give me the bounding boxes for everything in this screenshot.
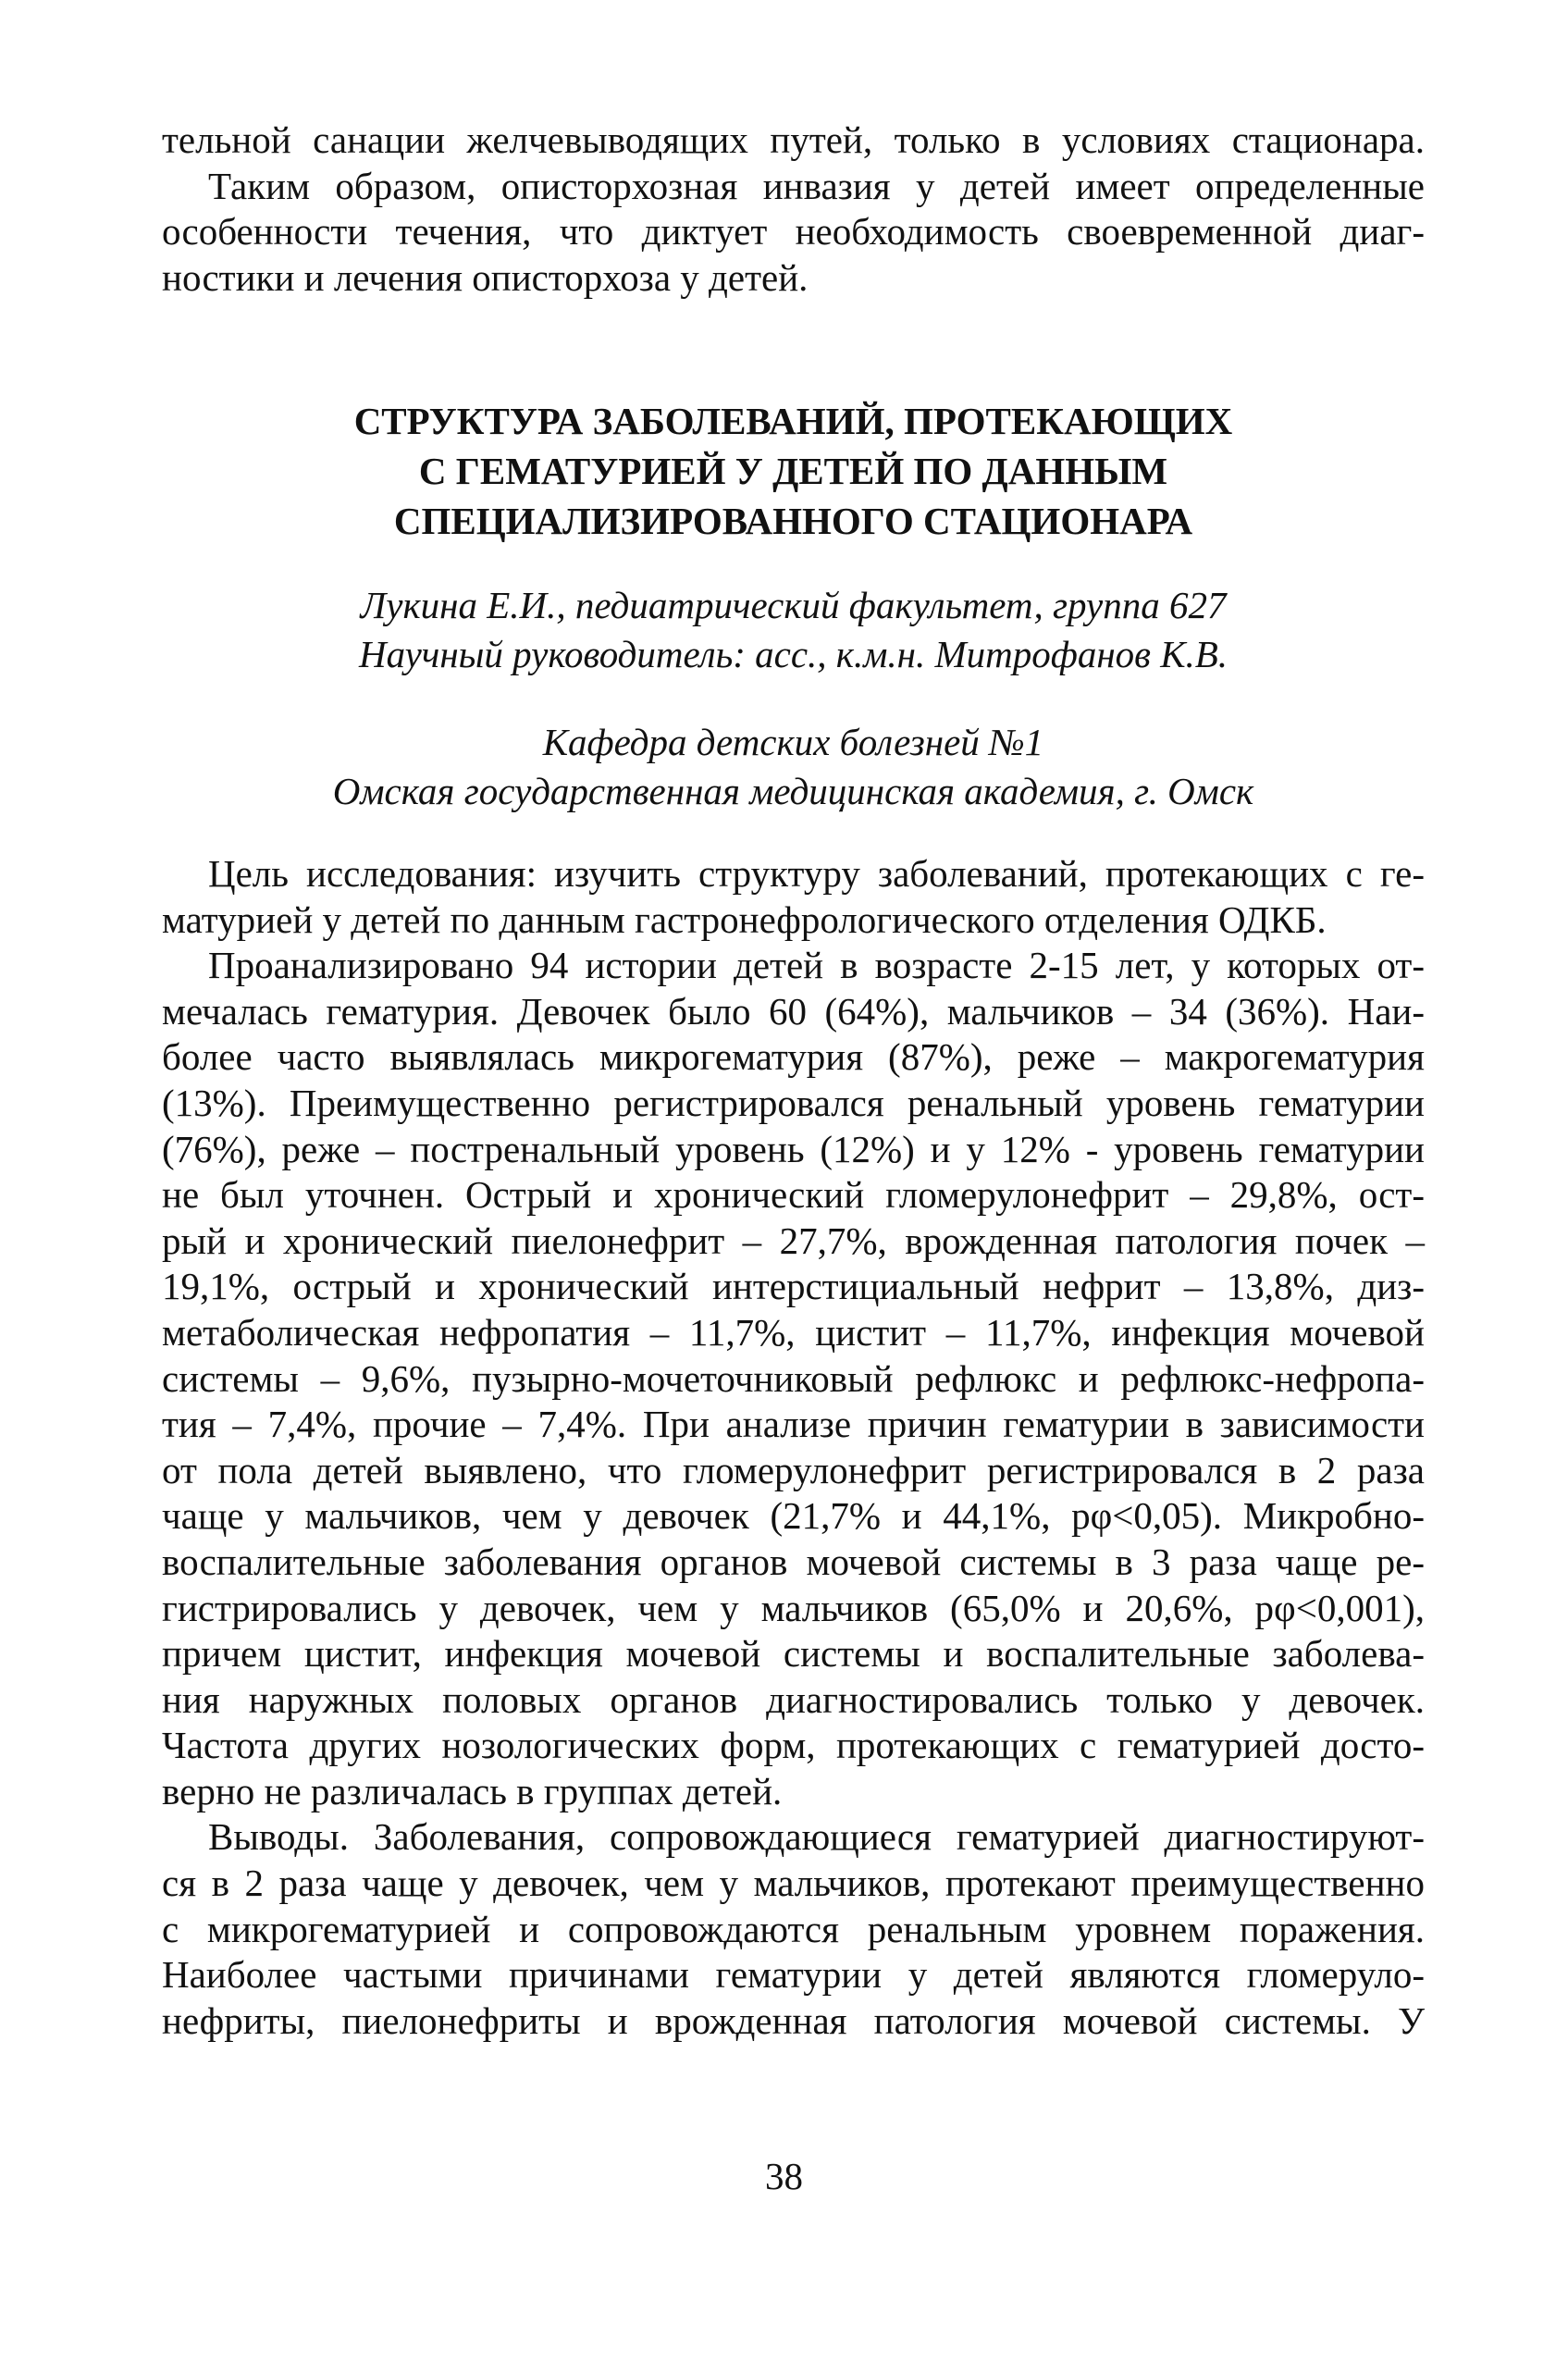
body-line: Цель исследования: изучить структуру заболеваний, протекающих с ге-	[208, 852, 1425, 895]
body-line: (76%), реже – постренальный уровень (12%) и у 12% - уровень гематурии	[162, 1127, 1425, 1170]
body-line: метаболическая нефропатия – 11,7%, цистит – 11,7%, инфекция мочевой	[162, 1310, 1425, 1354]
article-body	[162, 851, 1425, 2044]
body-line: системы – 9,6%, пузырно-мочеточниковый рефлюкс и рефлюкс-нефропа-	[162, 1356, 1425, 1400]
supervisor-line: Научный руководитель: асс., к.м.н. Митрофанов К.В.	[359, 633, 1228, 675]
intro-paragraph	[162, 118, 1425, 301]
body-line: воспалительные заболевания органов мочевой системы в 3 раза чаще ре-	[162, 1540, 1425, 1583]
body-line: от пола детей выявлено, что гломерулонефрит регистрировался в 2 раза	[162, 1448, 1425, 1491]
text-column	[162, 0, 1425, 2363]
intro-line: ностики и лечения описторхоза у детей.	[162, 255, 809, 299]
title-line: СПЕЦИАЛИЗИРОВАННОГО СТАЦИОНАРА	[393, 500, 1193, 542]
body-line: причем цистит, инфекция мочевой системы и воспалительные заболева-	[162, 1632, 1425, 1676]
body-line: 19,1%, острый и хронический интерстициальный нефрит – 13,8%, диз-	[162, 1265, 1425, 1308]
body-line: ся в 2 раза чаще у девочек, чем у мальчиков, протекают преимущественно	[162, 1862, 1425, 1905]
body-line: Частота других нозологических форм, протекающих с гематурией досто-	[162, 1724, 1425, 1767]
body-line: с микрогематурией и сопровождаются ренальным уровнем поражения.	[162, 1907, 1425, 1950]
body-line: матурией у детей по данным гастронефрологического отделения ОДКБ.	[162, 897, 1327, 941]
body-line: не был уточнен. Острый и хронический гломерулонефрит – 29,8%, ост-	[162, 1173, 1425, 1217]
article-authors	[162, 581, 1425, 679]
body-line: верно не различалась в группах детей.	[162, 1769, 783, 1812]
intro-line: особенности течения, что диктует необходимость своевременной диаг-	[162, 210, 1425, 254]
body-line: Наиболее частыми причинами гематурии у детей являются гломеруло-	[162, 1953, 1425, 1997]
body-line: нефриты, пиелонефриты и врожденная патология мочевой системы. У	[162, 1998, 1425, 2042]
institution-line: Омская государственная медицинская академия, г. Омск	[332, 770, 1254, 812]
body-line: Проанализировано 94 истории детей в возрасте 2-15 лет, у которых от-	[208, 944, 1425, 987]
body-line: тия – 7,4%, прочие – 7,4%. При анализе причин гематурии в зависимости	[162, 1403, 1425, 1446]
article-affiliation	[162, 718, 1425, 816]
intro-line: тельной санации желчевыводящих путей, только в условиях стационара.	[162, 118, 1425, 161]
article-title	[162, 396, 1425, 546]
author-line: Лукина Е.И., педиатрический факультет, группа 627	[360, 584, 1227, 626]
body-line: (13%). Преимущественно регистрировался ренальный уровень гематурии	[162, 1081, 1425, 1124]
department-line: Кафедра детских болезней №1	[542, 721, 1044, 763]
body-line: мечалась гематурия. Девочек было 60 (64%), мальчиков – 34 (36%). Наи-	[162, 989, 1425, 1033]
body-line: Выводы. Заболевания, сопровождающиеся гематурией диагностируют-	[208, 1815, 1425, 1859]
body-line: чаще у мальчиков, чем у девочек (21,7% и 44,1%, рφ<0,05). Микробно-	[162, 1494, 1425, 1538]
page-number: 38	[765, 2155, 803, 2197]
body-line: гистрировались у девочек, чем у мальчиков (65,0% и 20,6%, рφ<0,001),	[162, 1586, 1425, 1629]
body-line: более часто выявлялась микрогематурия (87%), реже – макрогематурия	[162, 1035, 1425, 1079]
body-line: ния наружных половых органов диагностировались только у девочек.	[162, 1677, 1425, 1721]
intro-line: Таким образом, описторхозная инвазия у детей имеет определенные	[208, 164, 1425, 207]
title-line: С ГЕМАТУРИЕЙ У ДЕТЕЙ ПО ДАННЫМ	[418, 450, 1168, 492]
body-line: рый и хронический пиелонефрит – 27,7%, врожденная патология почек –	[162, 1219, 1425, 1262]
title-line: СТРУКТУРА ЗАБОЛЕВАНИЙ, ПРОТЕКАЮЩИХ	[353, 400, 1233, 442]
